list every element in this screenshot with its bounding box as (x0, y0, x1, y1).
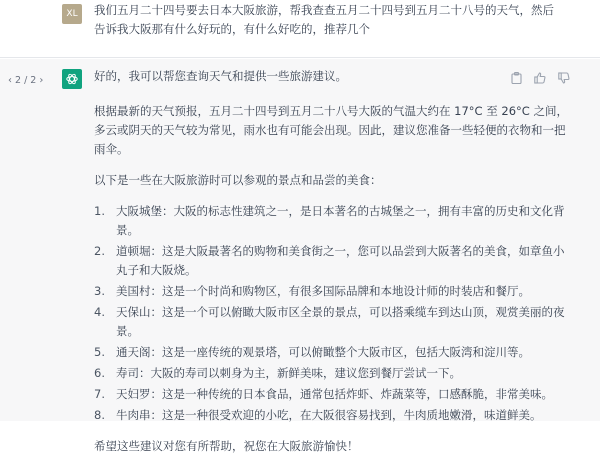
list-item: 7. 天妇罗：这是一种传统的日本食品，通常包括炸虾、炸蔬菜等，口感酥脆，非常美味。 (94, 387, 553, 401)
list-intro: 以下是一些在大阪旅游时可以参观的景点和品尝的美食： (94, 173, 382, 187)
list-item: 4. 天保山：这是一个可以俯瞰大阪市区全景的景点，可以搭乘缆车到达山顶，观赏美丽的夜景。 (94, 305, 565, 338)
openai-logo-icon (62, 69, 82, 89)
closing-text: 希望这些建议对您有所帮助，祝您在大阪旅游愉快！ (94, 439, 359, 453)
pager-label: 2 / 2 (15, 74, 37, 86)
user-message-row (0, 0, 600, 58)
user-avatar: XL (62, 4, 82, 24)
list-item: 6. 寿司：大阪的寿司以刺身为主，新鲜美味，建议您到餐厅尝试一下。 (94, 366, 461, 380)
assistant-message-row (0, 59, 600, 453)
weather-paragraph: 根据最新的天气预报，五月二十四号到五月二十八号大阪的气温大约在 17°C 至 26°C 之间，多云或阴天的天气较为常见，雨水也有可能会出现。因此，建议您准备一些轻便的衣物和一把雨伞。 (94, 104, 568, 156)
user-message-text: 我们五月二十四号要去日本大阪旅游，帮我查查五月二十四号到五月二十八号的天气，然后告诉我大阪那有什么好玩的，有什么好吃的，推荐几个 (94, 3, 554, 36)
list-item: 8. 牛肉串：这是一种很受欢迎的小吃，在大阪很容易找到，牛肉质地嫩滑，味道鲜美。 (94, 408, 542, 422)
assistant-message-content (94, 67, 569, 468)
list-item: 3. 美国村：这是一个时尚和购物区，有很多国际品牌和本地设计师的时装店和餐厅。 (94, 284, 530, 298)
list-item: 1. 大阪城堡：大阪的标志性建筑之一，是日本著名的古城堡之一，拥有丰富的历史和文化背景。 (94, 204, 565, 237)
response-pager (8, 72, 58, 88)
recommendation-list (94, 202, 569, 425)
list-item: 2. 道顿堀：这是大阪最著名的购物和美食街之一，您可以品尝到大阪著名的美食，如章鱼小丸子和大阪烧。 (94, 244, 565, 277)
chevron-left-icon[interactable]: ‹ (8, 74, 12, 86)
assistant-intro: 好的，我可以帮您查询天气和提供一些旅游建议。 (94, 69, 347, 83)
chevron-right-icon[interactable]: › (39, 74, 44, 86)
list-item: 5. 通天阁：这是一座传统的观景塔，可以俯瞰整个大阪市区，包括大阪湾和淀川等。 (94, 345, 530, 359)
